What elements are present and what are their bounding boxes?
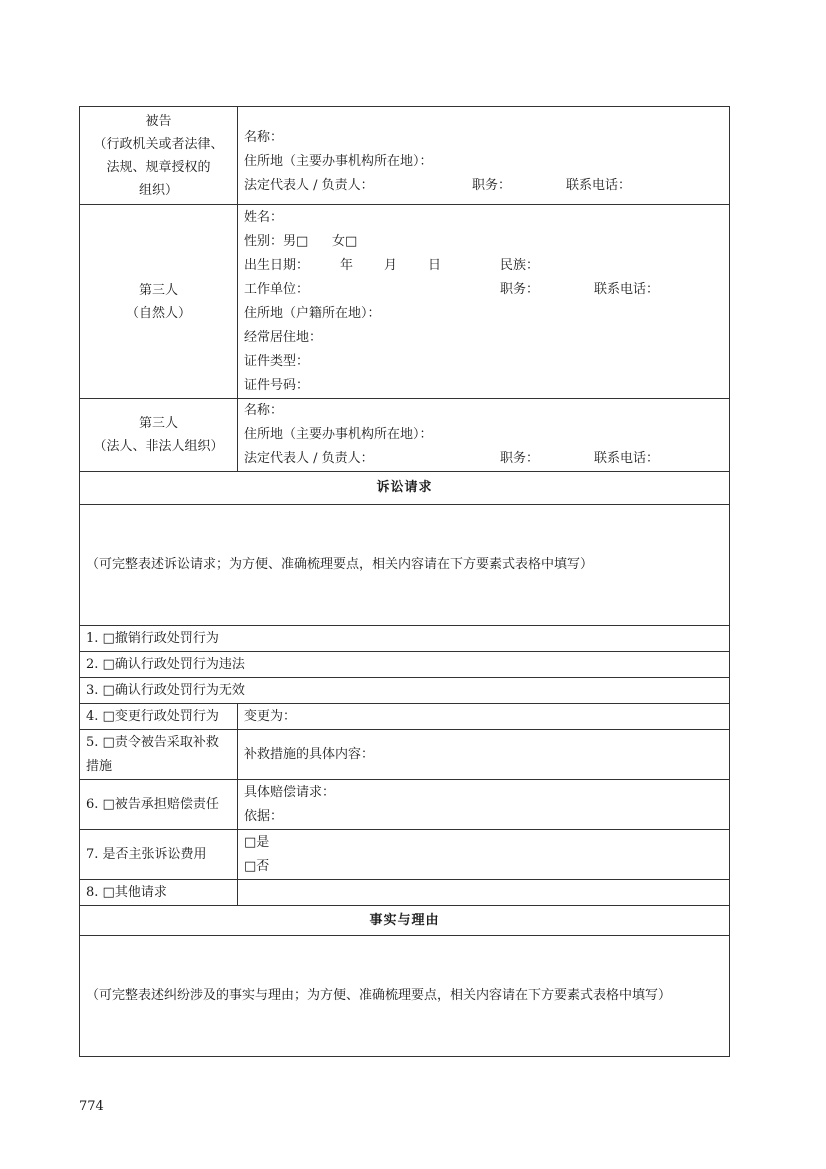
defendant-label: [80, 107, 238, 205]
claim-remedy-option[interactable]: [80, 730, 238, 780]
birth-month-label: 月: [384, 258, 398, 273]
org-legal-rep-field[interactable]: 法定代表人 / 负责人：: [244, 451, 374, 466]
claim-confirm-illegal-option[interactable]: 2. □确认行政处罚行为违法: [80, 652, 730, 678]
claim-change-option[interactable]: 4. □变更行政处罚行为: [80, 704, 238, 730]
claim-item-row: [80, 780, 730, 830]
third-party-org-label: [80, 399, 238, 472]
person-position-field[interactable]: 职务：: [500, 282, 540, 297]
compensation-basis-field[interactable]: 依据：: [244, 808, 284, 824]
defendant-address-field[interactable]: 住所地（主要办事机构所在地）：: [244, 153, 433, 169]
person-phone-field[interactable]: 联系电话：: [594, 282, 660, 297]
defendant-position-field[interactable]: 职务：: [472, 177, 512, 193]
employer-field[interactable]: 工作单位：: [244, 282, 310, 297]
claims-note-row: [80, 505, 730, 626]
female-label: 女: [332, 234, 346, 249]
third-party-person-label-line: 第三人: [138, 282, 178, 298]
male-checkbox[interactable]: □: [296, 234, 309, 249]
facts-heading: 事实与理由: [80, 906, 730, 936]
claim-costs-options: [238, 830, 730, 880]
defendant-label-line: 组织）: [138, 182, 178, 198]
ethnicity-field[interactable]: 民族：: [500, 258, 540, 273]
facts-note: （可完整表述纠纷涉及的事实与理由；为方便、准确梳理要点，相关内容请在下方要素式表格中填写）: [86, 988, 672, 1004]
claim-costs-label: 7. 是否主张诉讼费用: [80, 830, 238, 880]
third-party-org-fields: [238, 399, 730, 472]
defendant-legal-rep-field[interactable]: 法定代表人 / 负责人：: [244, 177, 374, 193]
defendant-name-field[interactable]: 名称：: [244, 129, 284, 145]
claim-item-row: [80, 830, 730, 880]
defendant-label-line: （行政机关或者法律、: [93, 136, 224, 152]
org-position-field[interactable]: 职务：: [500, 451, 540, 466]
claim-confirm-invalid-option[interactable]: 3. □确认行政处罚行为无效: [80, 678, 730, 704]
claim-item-row: [80, 730, 730, 780]
claims-note: （可完整表述诉讼请求；为方便、准确梳理要点，相关内容请在下方要素式表格中填写）: [86, 557, 594, 573]
third-party-person-label-line: （自然人）: [125, 305, 191, 321]
claim-item-row: [80, 678, 730, 704]
birth-day-label: 日: [428, 258, 442, 273]
household-address-field[interactable]: 住所地（户籍所在地）：: [244, 306, 381, 321]
claims-heading-row: [80, 472, 730, 505]
defendant-phone-field[interactable]: 联系电话：: [566, 177, 632, 193]
org-phone-field[interactable]: 联系电话：: [594, 451, 660, 466]
facts-heading-row: [80, 906, 730, 936]
org-name-field[interactable]: 名称：: [244, 403, 284, 418]
facts-note-area[interactable]: [80, 936, 730, 1057]
costs-no-checkbox[interactable]: □否: [244, 858, 270, 874]
costs-yes-checkbox[interactable]: □是: [244, 835, 270, 850]
compensation-request-field[interactable]: 具体赔偿请求：: [244, 785, 336, 800]
page-number: 774: [79, 1099, 104, 1114]
birth-date-field[interactable]: 出生日期：: [244, 258, 310, 273]
org-address-field[interactable]: 住所地（主要办事机构所在地）：: [244, 427, 433, 442]
defendant-label-line: 被告: [145, 113, 172, 129]
third-party-org-label-line: 第三人: [138, 416, 178, 431]
claim-compensation-option[interactable]: 6. □被告承担赔偿责任: [80, 780, 238, 830]
third-party-person-row: [80, 205, 730, 399]
defendant-label-line: 法规、规章授权的: [106, 159, 211, 175]
id-type-field[interactable]: 证件类型：: [244, 354, 310, 369]
residence-field[interactable]: 经常居住地：: [244, 330, 323, 345]
third-party-person-label: [80, 205, 238, 399]
claim-item-row: [80, 652, 730, 678]
person-name-field[interactable]: 姓名：: [244, 210, 284, 225]
claim-other-field[interactable]: [238, 880, 730, 906]
id-number-field[interactable]: 证件号码：: [244, 378, 310, 393]
defendant-row: [80, 107, 730, 205]
female-checkbox[interactable]: □: [345, 234, 358, 249]
birth-year-label: 年: [340, 258, 354, 273]
claims-heading: 诉讼请求: [80, 472, 730, 505]
claim-change-to-field[interactable]: 变更为：: [238, 704, 730, 730]
third-party-org-row: [80, 399, 730, 472]
claim-compensation-fields: [238, 780, 730, 830]
third-party-person-fields: [238, 205, 730, 399]
claim-remedy-line: 措施: [86, 758, 113, 774]
claims-note-area[interactable]: [80, 505, 730, 626]
claim-item-row: [80, 626, 730, 652]
third-party-org-label-line: （法人、非法人组织）: [93, 439, 224, 454]
complaint-form-table: [79, 106, 730, 1057]
person-gender-label: 性别：男: [244, 234, 297, 249]
claim-remedy-detail-field[interactable]: 补救措施的具体内容：: [238, 730, 730, 780]
claim-other-option[interactable]: 8. □其他请求: [80, 880, 238, 906]
defendant-fields: [238, 107, 730, 205]
claim-item-row: [80, 704, 730, 730]
facts-note-row: [80, 936, 730, 1057]
claim-item-row: [80, 880, 730, 906]
claim-revoke-option[interactable]: 1. □撤销行政处罚行为: [80, 626, 730, 652]
claim-remedy-line: 5. □责令被告采取补救: [86, 735, 219, 750]
